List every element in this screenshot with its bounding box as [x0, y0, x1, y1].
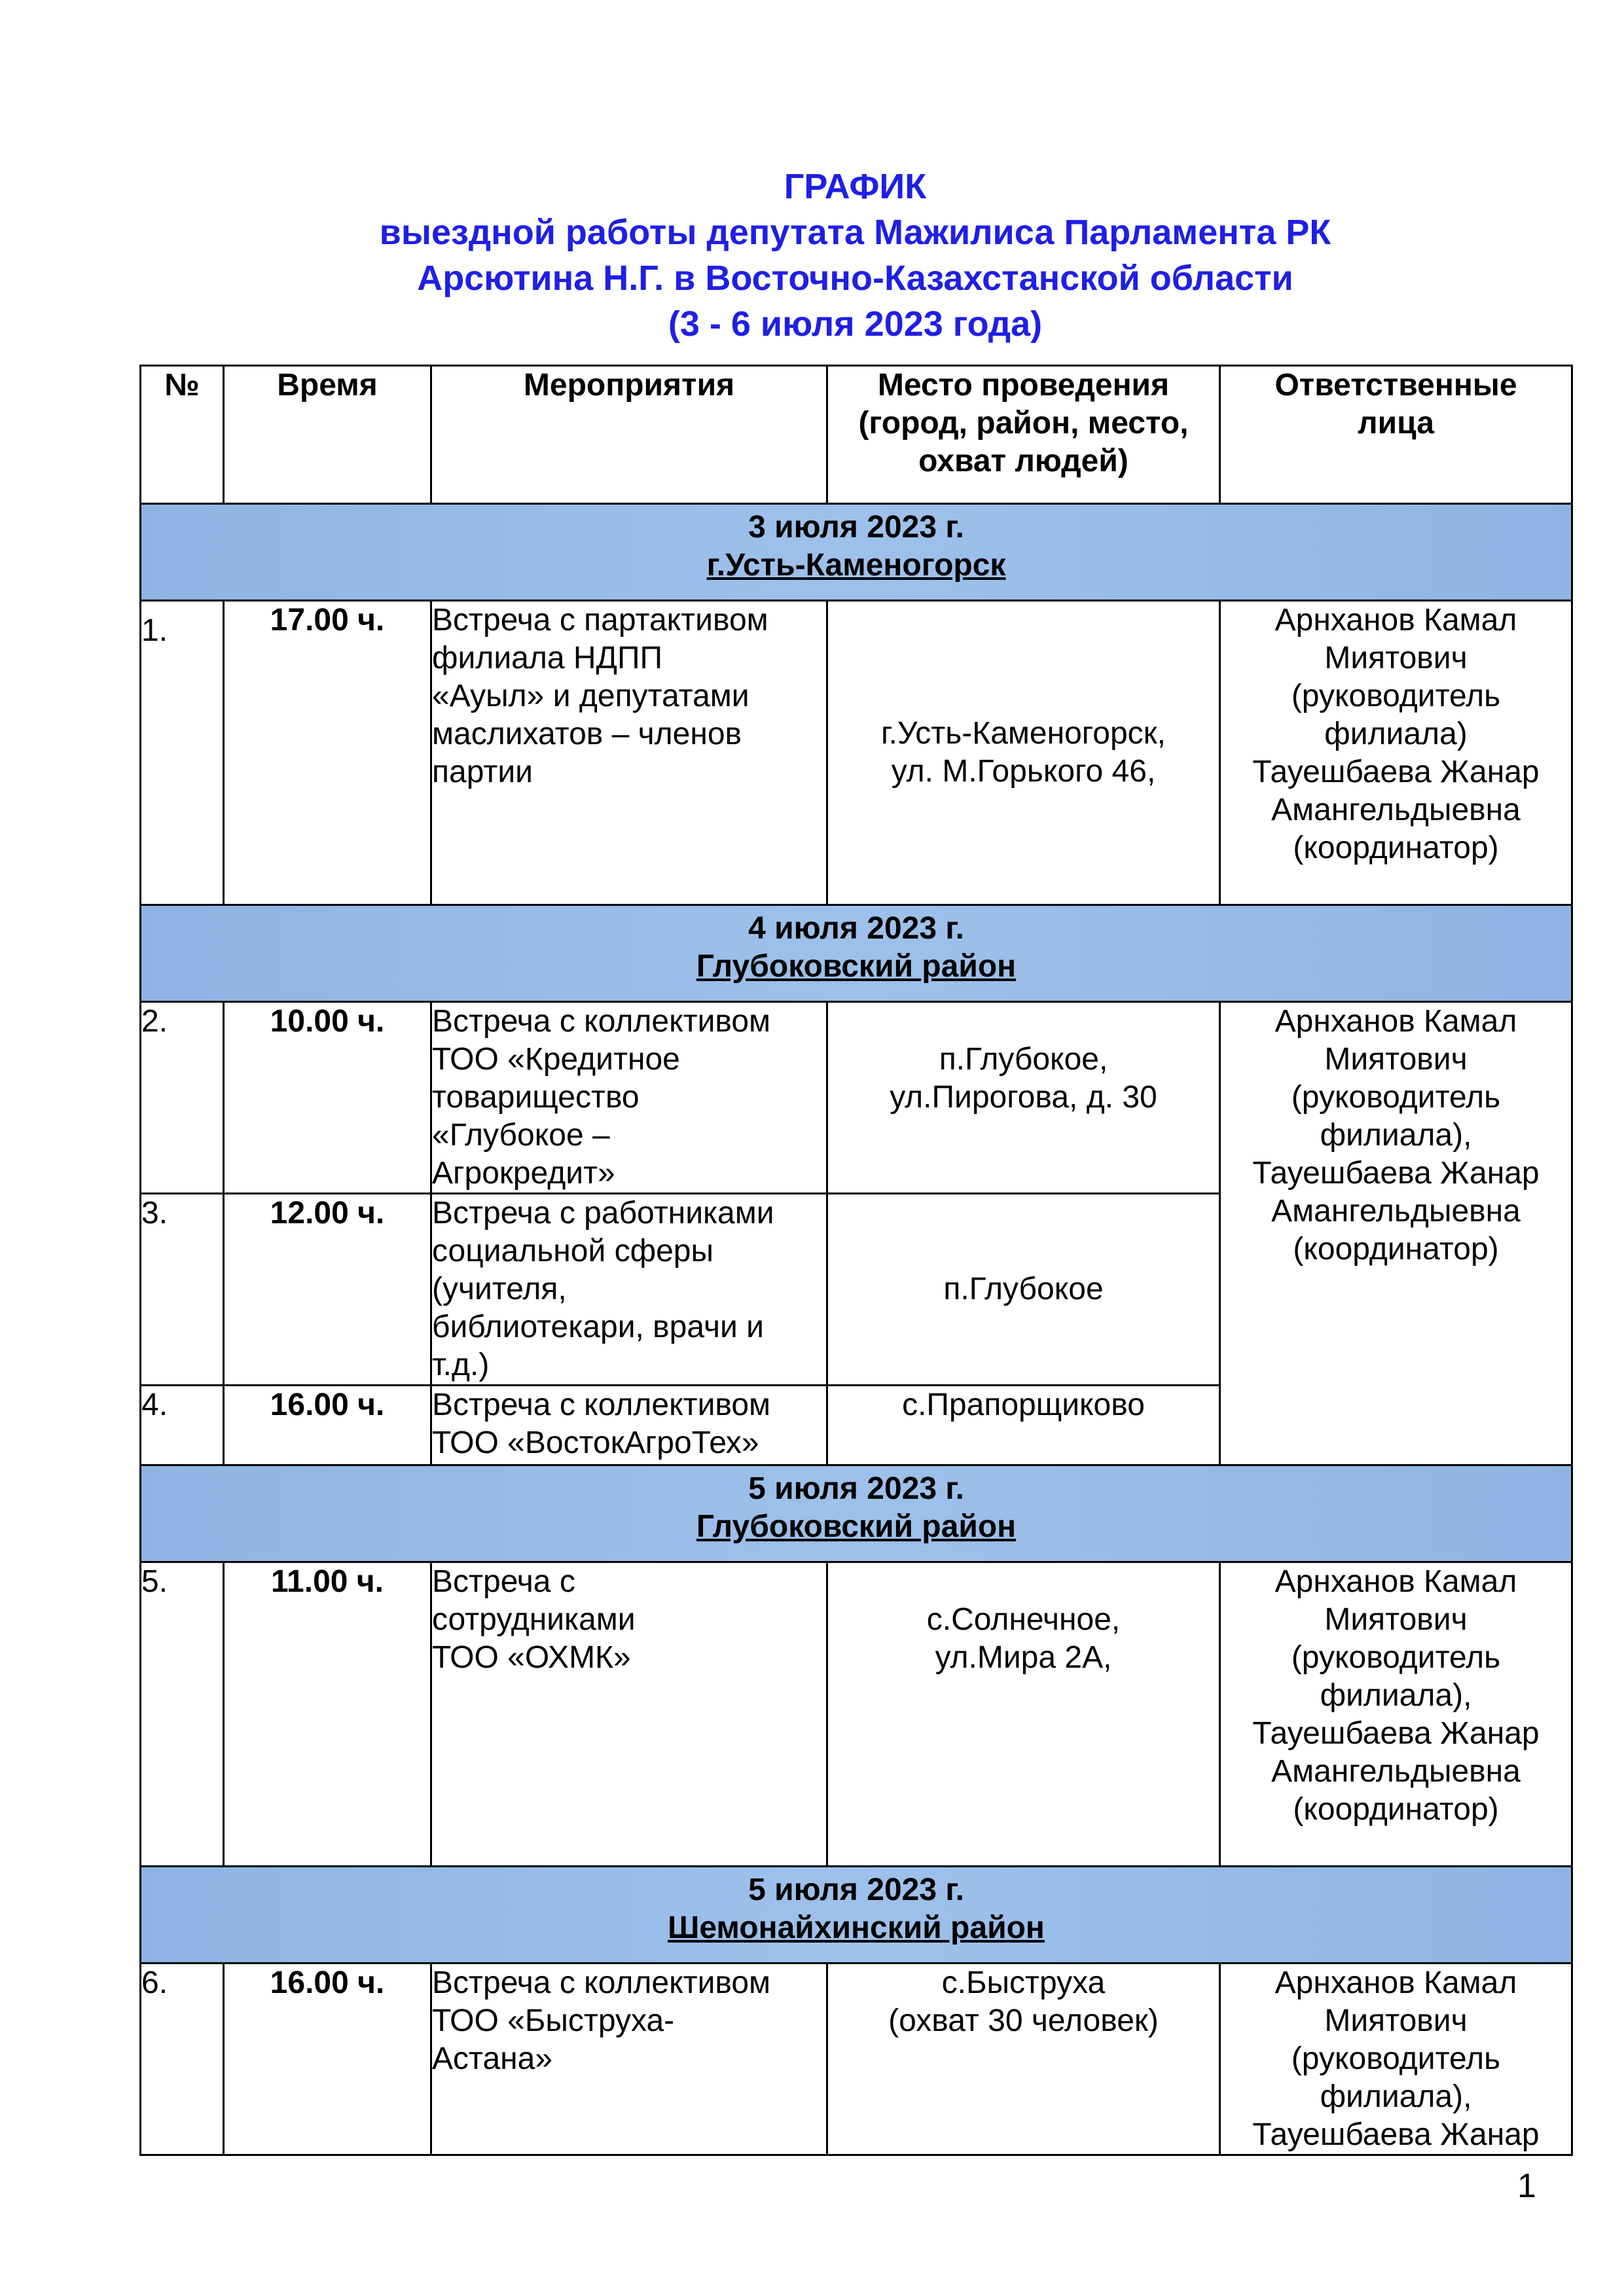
table-row — [141, 1964, 1572, 2155]
document-title — [139, 164, 1571, 347]
row-event: Встреча с коллективом ТОО «Кредитное товарищество «Глубокое – Агрокредит» — [431, 1002, 827, 1194]
table-header — [141, 366, 1572, 504]
header-num: № — [141, 366, 224, 504]
day-date: 5 июля 2023 г. — [748, 1873, 964, 1907]
day-header — [141, 1867, 1572, 1964]
row-responsible: Арнханов Камал Миятович (руководитель филиала), Тауешбаева Жанар Амангельдыевна (координатор) — [1220, 1002, 1572, 1465]
row-time: 17.00 ч. — [224, 601, 431, 905]
row-time: 16.00 ч. — [224, 1964, 431, 2155]
row-responsible: Арнханов Камал Миятович (руководитель филиала), Тауешбаева Жанар Амангельдыевна (координатор) — [1220, 1562, 1572, 1867]
day-date: 5 июля 2023 г. — [748, 1471, 964, 1506]
row-event: Встреча с партактивом филиала НДПП «Ауыл» и депутатами маслихатов – членов партии — [431, 601, 827, 905]
header-responsible: Ответственные лица — [1220, 366, 1572, 504]
day-location: Глубоковский район — [696, 949, 1017, 984]
day-date: 3 июля 2023 г. — [748, 510, 964, 545]
day-header — [141, 1465, 1572, 1562]
row-number: 4. — [141, 1386, 224, 1465]
row-place: г.Усть-Каменогорск, ул. М.Горького 46, — [827, 601, 1220, 905]
day-location: Глубоковский район — [696, 1509, 1017, 1544]
row-event: Встреча с работниками социальной сферы (учителя, библиотекари, врачи и т.д.) — [431, 1194, 827, 1386]
row-place: п.Глубокое, ул.Пирогова, д. 30 — [827, 1002, 1220, 1194]
title-line-1: ГРАФИК — [784, 167, 927, 206]
header-place: Место проведения (город, район, место, охват людей) — [827, 366, 1220, 504]
row-place: с.Солнечное, ул.Мира 2А, — [827, 1562, 1220, 1867]
row-event: Встреча с коллективом ТОО «ВостокАгроТех» — [431, 1386, 827, 1465]
header-time: Время — [224, 366, 431, 504]
table-row — [141, 601, 1572, 905]
day-date: 4 июля 2023 г. — [748, 911, 964, 946]
row-event: Встреча с коллективом ТОО «Быструха- Астана» — [431, 1964, 827, 2155]
page-number: 1 — [1517, 2167, 1536, 2205]
table-row — [141, 1562, 1572, 1867]
row-number: 3. — [141, 1194, 224, 1386]
row-place: с.Быструха (охват 30 человек) — [827, 1964, 1220, 2155]
title-line-3: Арсютина Н.Г. в Восточно-Казахстанской области — [417, 259, 1293, 298]
row-time: 12.00 ч. — [224, 1194, 431, 1386]
row-place: с.Прапорщиково — [827, 1386, 1220, 1465]
row-responsible: Арнханов Камал Миятович (руководитель филиала), Тауешбаева Жанар — [1220, 1964, 1572, 2155]
row-number: 6. — [141, 1964, 224, 2155]
row-place: п.Глубокое — [827, 1194, 1220, 1386]
row-number: 5. — [141, 1562, 224, 1867]
title-line-4: (3 - 6 июля 2023 года) — [668, 304, 1043, 344]
day-header — [141, 905, 1572, 1002]
row-number: 1. — [141, 601, 224, 905]
row-time: 11.00 ч. — [224, 1562, 431, 1867]
day-header — [141, 504, 1572, 601]
header-events: Мероприятия — [431, 366, 827, 504]
row-time: 10.00 ч. — [224, 1002, 431, 1194]
row-responsible: Арнханов Камал Миятович (руководитель филиала) Тауешбаева Жанар Амангельдыевна (координатор) — [1220, 601, 1572, 905]
day-location: Шемонайхинский район — [668, 1910, 1045, 1945]
day-location: г.Усть-Каменогорск — [706, 548, 1006, 583]
schedule-table — [139, 365, 1573, 2156]
row-event: Встреча с сотрудниками ТОО «ОХМК» — [431, 1562, 827, 1867]
row-number: 2. — [141, 1002, 224, 1194]
title-line-2: выездной работы депутата Мажилиса Парламента РК — [379, 213, 1331, 252]
row-time: 16.00 ч. — [224, 1386, 431, 1465]
table-row — [141, 1002, 1572, 1194]
